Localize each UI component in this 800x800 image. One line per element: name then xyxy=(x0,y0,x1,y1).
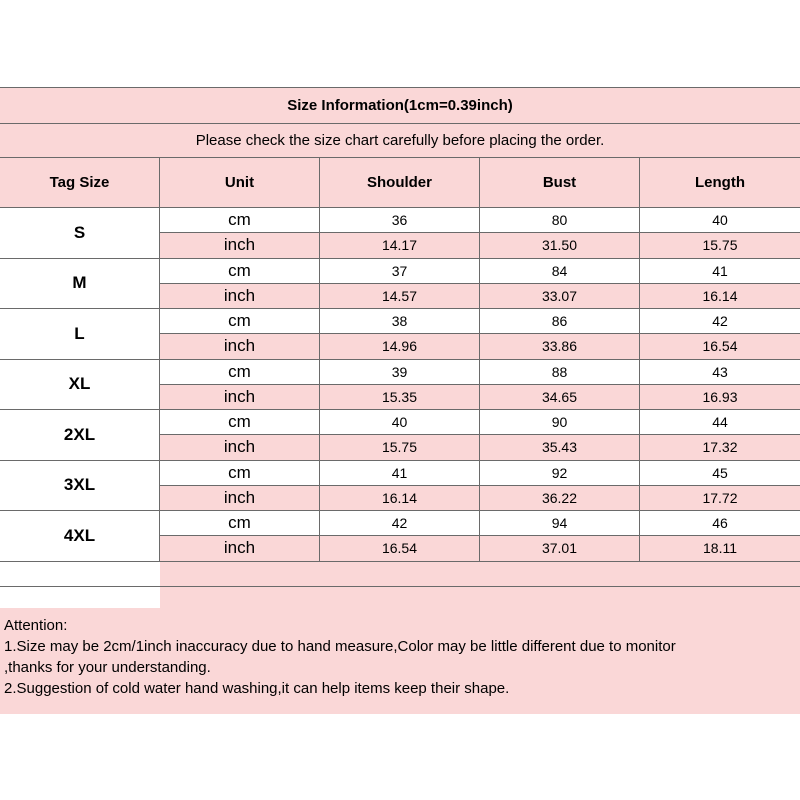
inch-row xyxy=(160,536,800,561)
size-row-4xl xyxy=(0,511,800,562)
length-cell: 16.14 xyxy=(702,287,738,304)
shoulder-cell: 41 xyxy=(320,461,480,485)
bust-cell: 88 xyxy=(480,360,640,384)
inch-row xyxy=(160,233,800,258)
shoulder-cell: 15.35 xyxy=(320,385,480,410)
attention-notes xyxy=(0,608,800,714)
bust-cell: 33.86 xyxy=(480,334,640,359)
tag-size-cell: M xyxy=(0,259,160,309)
unit-cell: inch xyxy=(160,334,320,359)
shoulder-cell: 37 xyxy=(320,259,480,283)
bust-cell: 36.22 xyxy=(480,486,640,511)
unit-cell: cm xyxy=(160,511,320,535)
bust-cell: 35.43 xyxy=(480,435,640,460)
length-cell: 17.32 xyxy=(702,439,738,456)
chart-note: Please check the size chart carefully before placing the order. xyxy=(0,124,800,158)
shoulder-cell: 40 xyxy=(320,410,480,434)
header-length: Length xyxy=(695,174,745,191)
cm-row xyxy=(160,461,800,486)
bust-cell: 37.01 xyxy=(480,536,640,561)
shoulder-cell: 36 xyxy=(320,208,480,232)
bust-cell: 90 xyxy=(480,410,640,434)
size-chart xyxy=(0,87,800,714)
length-cell: 41 xyxy=(712,262,728,279)
shoulder-cell: 16.14 xyxy=(320,486,480,511)
table-body xyxy=(0,208,800,612)
header-shoulder: Shoulder xyxy=(320,158,480,207)
shoulder-cell: 14.17 xyxy=(320,233,480,258)
length-cell: 44 xyxy=(712,414,728,430)
length-cell: 16.93 xyxy=(702,388,738,405)
attention-heading: Attention: xyxy=(4,617,68,634)
header-tag-size: Tag Size xyxy=(0,158,160,207)
tag-size-cell: S xyxy=(0,208,160,258)
bust-cell: 34.65 xyxy=(480,385,640,410)
attention-line-1-cont: ,thanks for your understanding. xyxy=(4,659,211,676)
chart-title: Size Information(1cm=0.39inch) xyxy=(0,88,800,124)
empty-row xyxy=(0,562,800,587)
unit-cell: inch xyxy=(160,435,320,460)
cm-row xyxy=(160,208,800,233)
unit-cell: inch xyxy=(160,536,320,561)
inch-row xyxy=(160,334,800,359)
cm-row xyxy=(160,360,800,385)
length-cell: 15.75 xyxy=(702,237,738,254)
length-cell: 17.72 xyxy=(702,489,738,506)
inch-row xyxy=(160,385,800,410)
attention-line-2: 2.Suggestion of cold water hand washing,it can help items keep their shape. xyxy=(4,680,510,697)
unit-cell: inch xyxy=(160,284,320,309)
tag-size-cell: 2XL xyxy=(0,410,160,460)
length-cell: 42 xyxy=(712,313,728,329)
header-unit: Unit xyxy=(160,158,320,207)
length-cell: 45 xyxy=(712,464,728,481)
shoulder-cell: 14.96 xyxy=(320,334,480,359)
size-row-m xyxy=(0,259,800,310)
attention-line-1: 1.Size may be 2cm/1inch inaccuracy due to hand measure,Color may be little different due to monitor xyxy=(4,638,676,655)
bust-cell: 94 xyxy=(480,511,640,535)
cm-row xyxy=(160,511,800,536)
size-row-s xyxy=(0,208,800,259)
length-cell: 40 xyxy=(712,212,728,228)
tag-size-cell: XL xyxy=(0,360,160,410)
tag-size-cell: 3XL xyxy=(0,461,160,511)
shoulder-cell: 38 xyxy=(320,309,480,333)
bust-cell: 33.07 xyxy=(480,284,640,309)
shoulder-cell: 39 xyxy=(320,360,480,384)
inch-row xyxy=(160,486,800,511)
size-row-xl xyxy=(0,360,800,411)
inch-row xyxy=(160,284,800,309)
header-bust: Bust xyxy=(480,158,640,207)
unit-cell: cm xyxy=(160,259,320,283)
bust-cell: 84 xyxy=(480,259,640,283)
unit-cell: cm xyxy=(160,360,320,384)
unit-cell: cm xyxy=(160,309,320,333)
unit-cell: inch xyxy=(160,486,320,511)
table-header xyxy=(0,158,800,208)
cm-row xyxy=(160,259,800,284)
length-cell: 18.11 xyxy=(703,540,737,557)
unit-cell: cm xyxy=(160,410,320,434)
size-row-3xl xyxy=(0,461,800,512)
unit-cell: inch xyxy=(160,233,320,258)
shoulder-cell: 15.75 xyxy=(320,435,480,460)
tag-size-cell: L xyxy=(0,309,160,359)
cm-row xyxy=(160,309,800,334)
bust-cell: 80 xyxy=(480,208,640,232)
length-cell: 43 xyxy=(712,363,728,380)
inch-row xyxy=(160,435,800,460)
bust-cell: 86 xyxy=(480,309,640,333)
cm-row xyxy=(160,410,800,435)
shoulder-cell: 14.57 xyxy=(320,284,480,309)
bust-cell: 92 xyxy=(480,461,640,485)
size-row-l xyxy=(0,309,800,360)
shoulder-cell: 42 xyxy=(320,511,480,535)
size-row-2xl xyxy=(0,410,800,461)
tag-size-cell: 4XL xyxy=(0,511,160,561)
bust-cell: 31.50 xyxy=(480,233,640,258)
unit-cell: cm xyxy=(160,208,320,232)
length-cell: 46 xyxy=(712,515,728,531)
length-cell: 16.54 xyxy=(702,338,738,355)
unit-cell: cm xyxy=(160,461,320,485)
shoulder-cell: 16.54 xyxy=(320,536,480,561)
unit-cell: inch xyxy=(160,385,320,410)
